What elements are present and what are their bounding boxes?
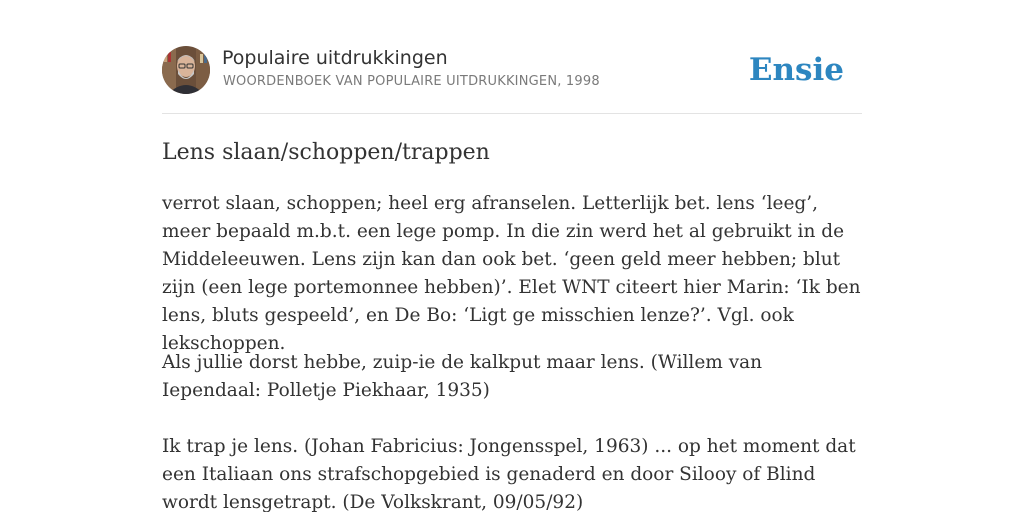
entry-header bbox=[162, 46, 862, 96]
quote-2 bbox=[162, 433, 862, 512]
quote-1 bbox=[162, 349, 862, 405]
entry-definition bbox=[162, 190, 862, 358]
quote-text: Als jullie dorst hebbe, zuip-ie de kalkput maar lens. (Willem van Iependaal: Polletje Piekhaar, 1935) bbox=[162, 352, 763, 401]
brand-logo[interactable]: Ensie bbox=[748, 52, 844, 88]
definition-text: verrot slaan, schoppen; heel erg afranselen. Letterlijk bet. lens ‘leeg’, meer bepaald m.b.t. een lege pomp. In die zin werd het al gebruikt in de Middeleeuwen. Lens zijn kan dan ook bet. ‘geen geld meer hebben; blut zijn (een lege portemonnee hebben)’. Elet WNT citeert hier Marin: ‘Ik ben lens, bluts gespeeld’, en De Bo: ‘Ligt ge misschien lenze?’. Vgl. ook lekschoppen. bbox=[162, 193, 861, 354]
quote-text: Ik trap je lens. (Johan Fabricius: Jongensspel, 1963) ... op het moment dat een Italiaan ons strafschopgebied is genaderd en door Silooy of Blind wordt lensgetrapt. (De Volkskrant, 09/05/92) bbox=[162, 436, 856, 512]
author-portrait-icon bbox=[162, 46, 210, 94]
author-avatar[interactable] bbox=[162, 46, 210, 94]
entry-title: Lens slaan/schoppen/trappen bbox=[162, 140, 490, 165]
author-name[interactable]: Populaire uitdrukkingen bbox=[222, 47, 448, 69]
header-divider bbox=[162, 113, 862, 114]
source-title: WOORDENBOEK VAN POPULAIRE UITDRUKKINGEN, 1998 bbox=[223, 74, 600, 89]
